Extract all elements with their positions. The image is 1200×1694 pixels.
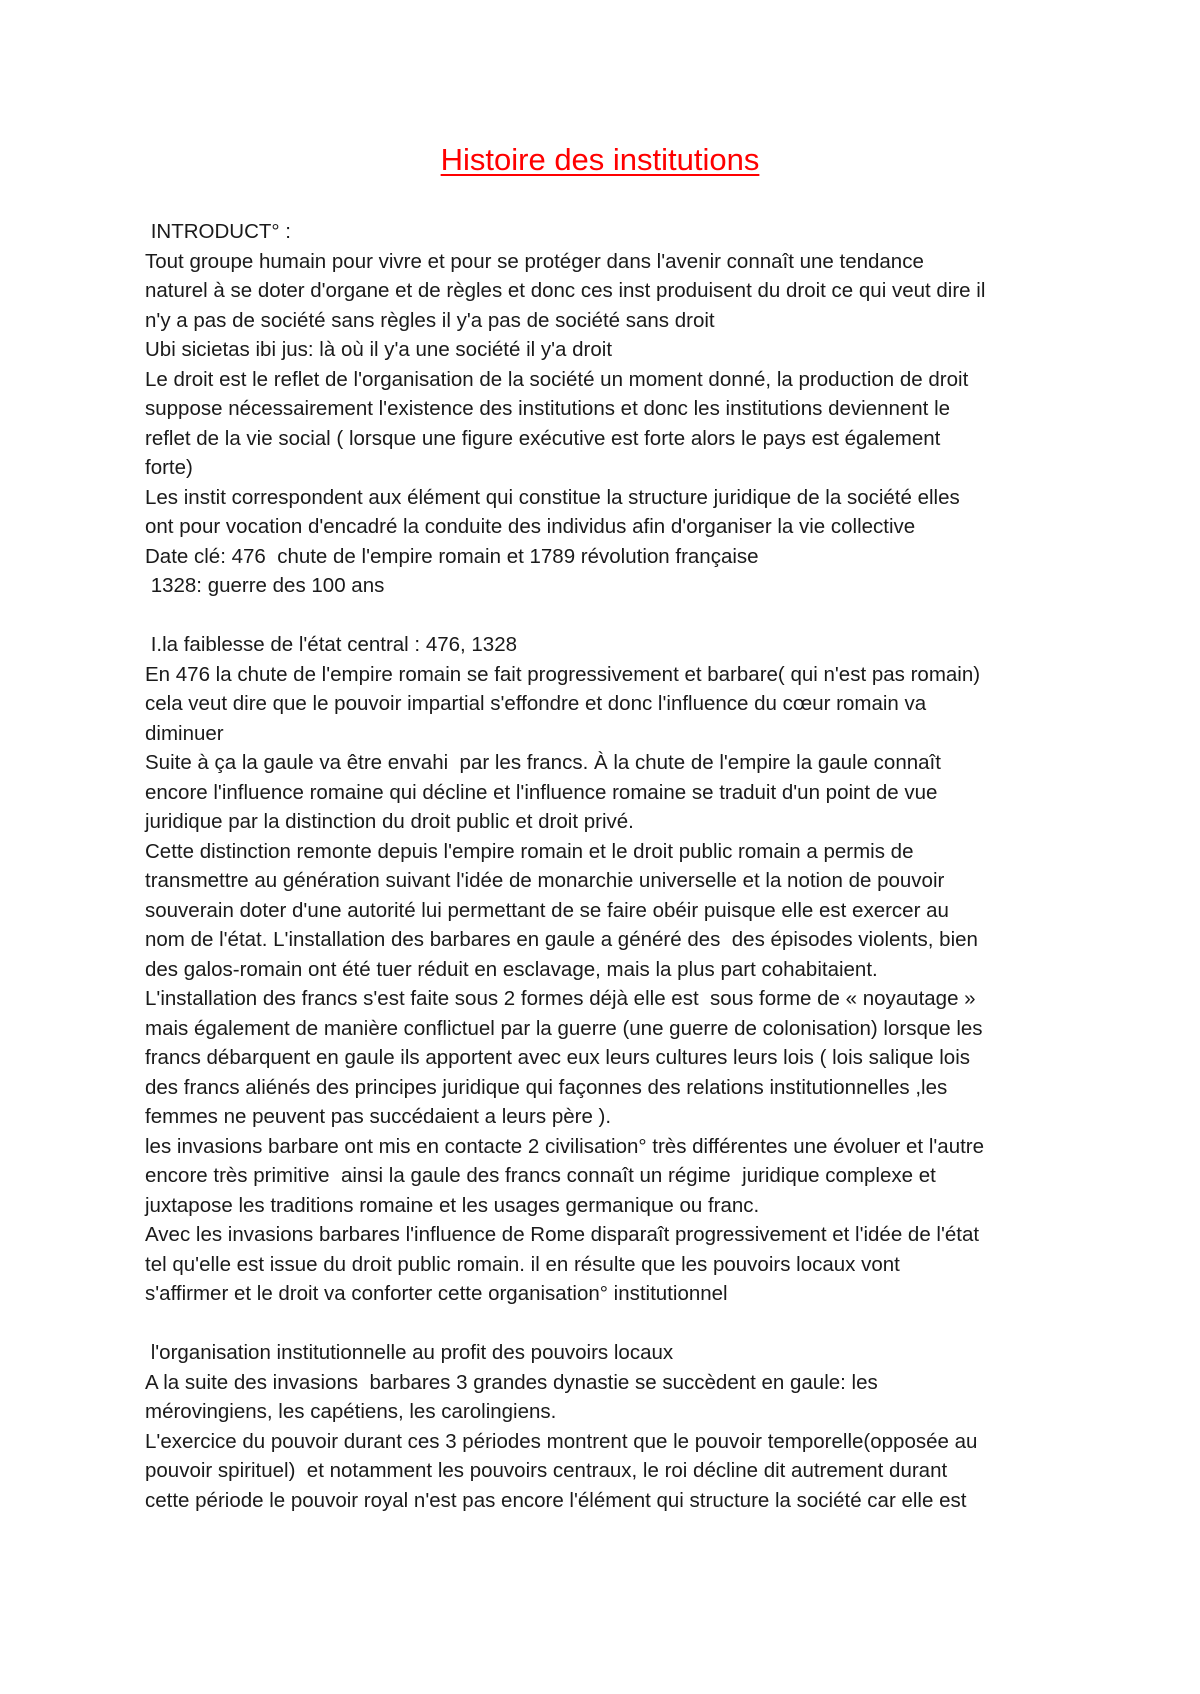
text-line: cela veut dire que le pouvoir impartial s'effondre et donc l'influence du cœur romain va [145, 692, 927, 715]
text-line: L'exercice du pouvoir durant ces 3 périodes montrent que le pouvoir temporelle(opposée au [145, 1429, 978, 1453]
text-line: n'y a pas de société sans règles il y'a pas de société sans droit [145, 308, 715, 332]
text-line: forte) [145, 456, 193, 479]
text-line: des francs aliénés des principes juridique qui façonnes des relations institutionnelles ,les [145, 1075, 948, 1099]
text-line: Le droit est le reflet de l'organisation de la société un moment donné, la production de droit [145, 367, 969, 391]
text-line: mais également de manière conflictuel par la guerre (une guerre de colonisation) lorsque les [145, 1016, 983, 1040]
text-line: l'organisation institutionnelle au profit des pouvoirs locaux [145, 1341, 674, 1364]
text-line: tel qu'elle est issue du droit public romain. il en résulte que les pouvoirs locaux vont [145, 1252, 900, 1276]
text-line: des galos-romain ont été tuer réduit en esclavage, mais la plus part cohabitaient. [145, 957, 878, 981]
text-line: suppose nécessairement l'existence des institutions et donc les institutions deviennent le [145, 397, 951, 420]
text-line: L'installation des francs s'est faite sous 2 formes déjà elle est sous forme de « noyautage » [145, 987, 976, 1010]
text-line: Les instit correspondent aux élément qui constitue la structure juridique de la société elles [145, 485, 960, 509]
text-line: A la suite des invasions barbares 3 grandes dynastie se succèdent en gaule: les [145, 1370, 878, 1394]
text-line: les invasions barbare ont mis en contacte 2 civilisation° très différentes une évoluer et l'autre [145, 1134, 985, 1158]
text-line: femmes ne peuvent pas succédaient a leurs père ). [145, 1105, 612, 1128]
text-line: francs débarquent en gaule ils apportent avec eux leurs cultures leurs lois ( lois salique lois [145, 1046, 971, 1069]
text-line: cette période le pouvoir royal n'est pas encore l'élément qui structure la société car elle est [145, 1488, 967, 1512]
document-body [145, 217, 1080, 1515]
text-line: En 476 la chute de l'empire romain se fait progressivement et barbare( qui n'est pas romain) [145, 662, 981, 686]
text-line: Suite à ça la gaule va être envahi par les francs. À la chute de l'empire la gaule connaît [145, 751, 941, 774]
text-line: reflet de la vie social ( lorsque une figure exécutive est forte alors le pays est également [145, 426, 941, 450]
text-line: s'affirmer et le droit va conforter cette organisation° institutionnel [145, 1282, 728, 1305]
blank-line [145, 1309, 1080, 1339]
text-line: INTRODUCT° : [145, 220, 291, 243]
text-line: pouvoir spirituel) et notamment les pouvoirs centraux, le roi décline dit autrement durant [145, 1459, 948, 1482]
text-line: Ubi sicietas ibi jus: là où il y'a une société il y'a droit [145, 338, 613, 361]
text-line: Avec les invasions barbares l'influence de Rome disparaît progressivement et l'idée de l'état [145, 1223, 980, 1246]
text-line: diminuer [145, 721, 224, 745]
text-line: encore l'influence romaine qui décline et l'influence romaine se traduit d'un point de vue [145, 780, 938, 804]
text-line: I.la faiblesse de l'état central : 476, 1328 [145, 633, 518, 656]
text-line: souverain doter d'une autorité lui permettant de se faire obéir puisque elle est exercer au [145, 898, 949, 922]
text-line: Cette distinction remonte depuis l'empire romain et le droit public romain a permis de [145, 839, 914, 863]
text-line: Date clé: 476 chute de l'empire romain et 1789 révolution française [145, 544, 759, 568]
text-line: Tout groupe humain pour vivre et pour se protéger dans l'avenir connaît une tendance [145, 249, 924, 273]
text-line: juxtapose les traditions romaine et les usages germanique ou franc. [145, 1193, 760, 1217]
document-title: Histoire des institutions [440, 142, 760, 177]
text-line: transmettre au génération suivant l'idée de monarchie universelle et la notion de pouvoir [145, 869, 945, 892]
text-line: nom de l'état. L'installation des barbares en gaule a généré des des épisodes violents, bien [145, 928, 978, 951]
text-line: 1328: guerre des 100 ans [145, 574, 385, 597]
text-line: mérovingiens, les capétiens, les carolingiens. [145, 1400, 557, 1423]
text-line: encore très primitive ainsi la gaule des francs connaît un régime juridique complexe et [145, 1164, 936, 1187]
text-line: ont pour vocation d'encadré la conduite des individus afin d'organiser la vie collective [145, 515, 916, 538]
blank-line [145, 601, 1080, 631]
text-line: juridique par la distinction du droit public et droit privé. [145, 810, 634, 833]
text-line: naturel à se doter d'organe et de règles et donc ces inst produisent du droit ce qui veut dire il [145, 279, 986, 302]
